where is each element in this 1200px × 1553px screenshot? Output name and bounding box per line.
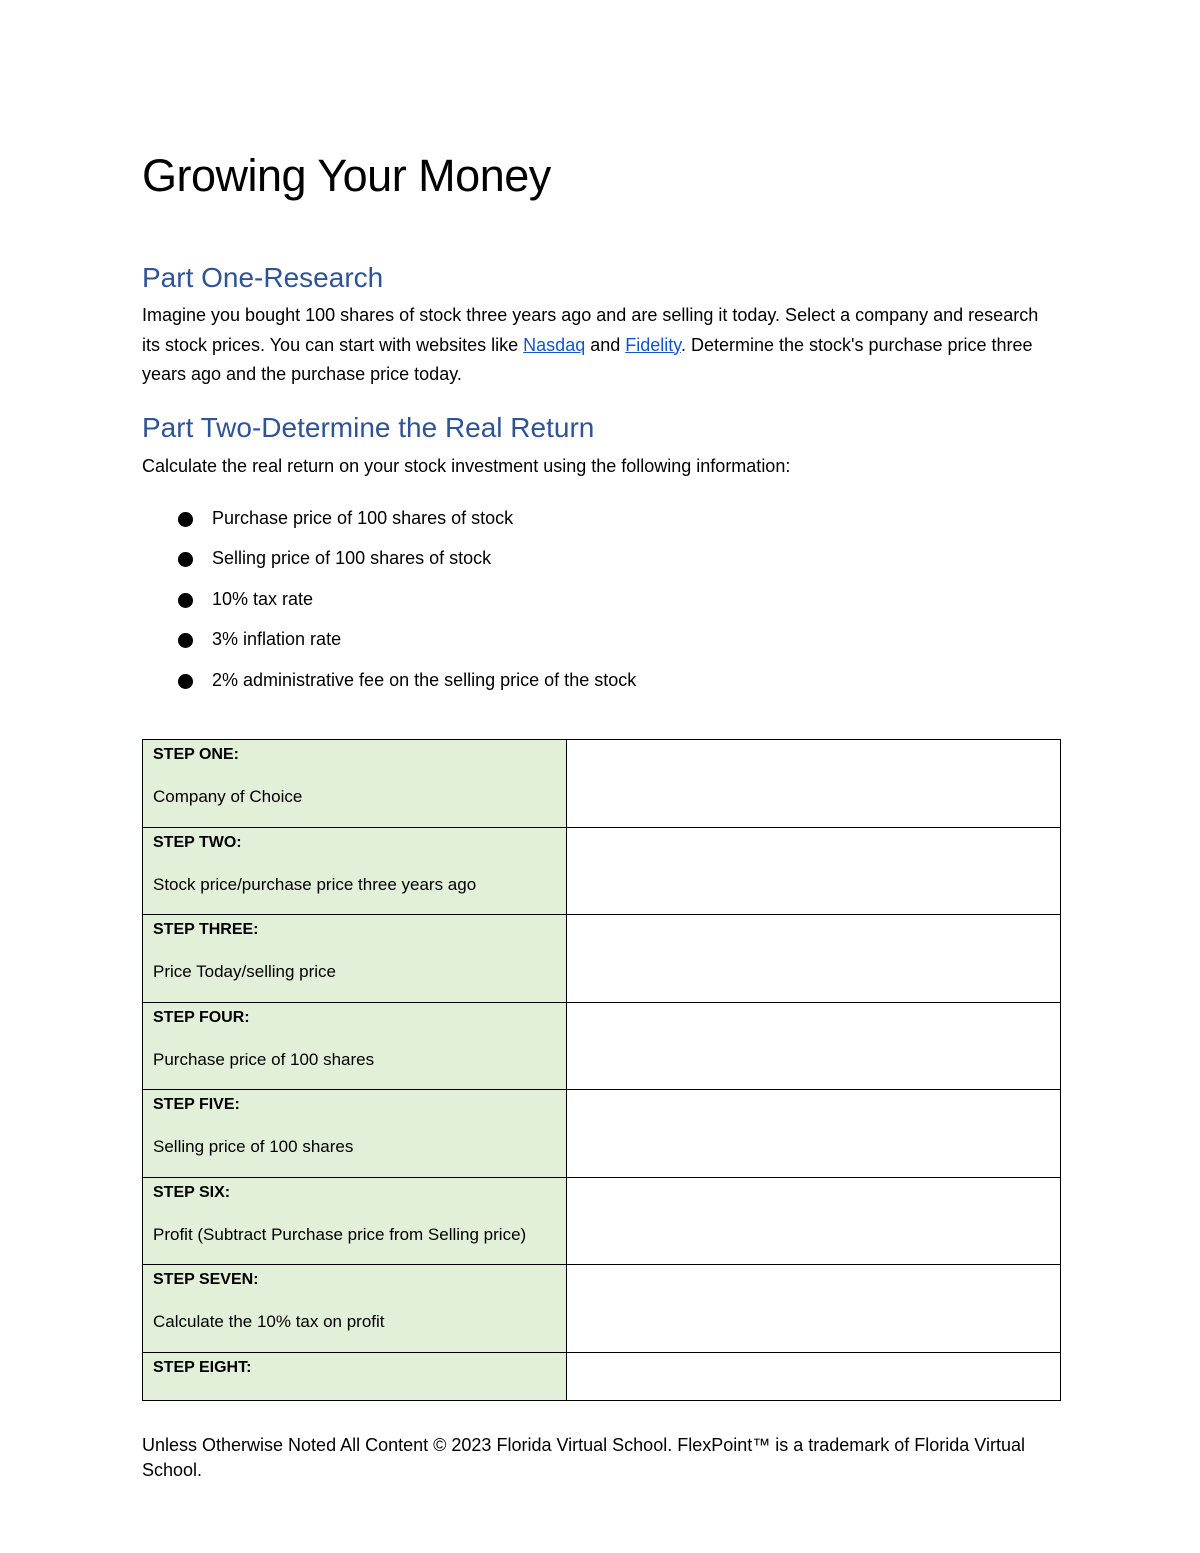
table-row [143, 740, 1061, 828]
step-label-cell [143, 827, 567, 915]
step-label-cell [143, 740, 567, 828]
part-one-text-end: . Determine the stock's purchase price three years ago and the purchase price today. [142, 334, 1033, 384]
part-one-heading: Part One-Research [142, 262, 384, 293]
step-description: Calculate the 10% tax on profit [153, 1312, 385, 1331]
step-label-cell [143, 1002, 567, 1090]
step-answer-cell[interactable] [567, 1090, 1061, 1178]
step-answer-cell[interactable] [567, 1002, 1061, 1090]
bullet-icon [178, 674, 193, 689]
bullet-text: 3% inflation rate [212, 629, 342, 650]
step-description: Purchase price of 100 shares [153, 1049, 375, 1069]
step-description: Selling price of 100 shares [153, 1137, 354, 1156]
copyright-footer: Unless Otherwise Noted All Content © 2023 Florida Virtual School. FlexPoint™ is a trademark of Florida Virtual School. [142, 1435, 1026, 1480]
step-title: STEP TWO: [153, 833, 242, 851]
bullet-icon [178, 552, 193, 567]
part-two-intro: Calculate the real return on your stock investment using the following information: [142, 456, 791, 476]
step-description: Stock price/purchase price three years ago [153, 874, 477, 894]
bullet-icon [178, 512, 193, 527]
info-bullet-list [142, 505, 636, 707]
step-description: Company of Choice [153, 787, 303, 806]
table-row [143, 1177, 1061, 1265]
bullet-item [142, 626, 636, 666]
bullet-text: 10% tax rate [212, 588, 314, 609]
bullet-item [142, 586, 636, 626]
step-title: STEP FOUR: [153, 1008, 250, 1026]
step-answer-cell[interactable] [567, 1265, 1061, 1353]
step-description: Price Today/selling price [153, 962, 336, 981]
step-title: STEP SEVEN: [153, 1271, 259, 1288]
step-label-cell [143, 1177, 567, 1265]
bullet-text: 2% administrative fee on the selling price of the stock [212, 669, 637, 690]
steps-table [142, 739, 1061, 1401]
table-row [143, 1090, 1061, 1178]
step-title: STEP EIGHT: [153, 1358, 252, 1376]
bullet-item [142, 545, 636, 585]
step-answer-cell[interactable] [567, 740, 1061, 828]
bullet-text: Purchase price of 100 shares of stock [212, 508, 514, 528]
step-label-cell [143, 915, 567, 1003]
step-label-cell [143, 1352, 567, 1400]
step-answer-cell[interactable] [567, 827, 1061, 915]
fidelity-link[interactable]: Fidelity [625, 334, 681, 355]
bullet-icon [178, 593, 193, 608]
table-row [143, 1352, 1061, 1400]
bullet-item [142, 505, 636, 545]
page-title: Growing Your Money [142, 150, 551, 201]
step-title: STEP THREE: [153, 921, 259, 938]
part-one-text-start: Imagine you bought 100 shares of stock three years ago and are selling it today. Select a company and research its stock prices. You can start with websites like [142, 305, 1039, 355]
step-title: STEP FIVE: [153, 1096, 240, 1113]
table-row [143, 915, 1061, 1003]
step-description: Profit (Subtract Purchase price from Selling price) [153, 1224, 527, 1244]
step-answer-cell[interactable] [567, 1177, 1061, 1265]
step-title: STEP ONE: [153, 746, 239, 763]
step-answer-cell[interactable] [567, 1352, 1061, 1400]
nasdaq-link[interactable]: Nasdaq [523, 334, 586, 355]
bullet-text: Selling price of 100 shares of stock [212, 548, 492, 569]
table-row [143, 1002, 1061, 1090]
bullet-item [142, 667, 636, 707]
step-label-cell [143, 1265, 567, 1353]
table-row [143, 1265, 1061, 1353]
step-label-cell [143, 1090, 567, 1178]
part-one-paragraph [142, 301, 1060, 390]
table-row [143, 827, 1061, 915]
step-answer-cell[interactable] [567, 915, 1061, 1003]
bullet-icon [178, 633, 193, 648]
part-two-heading: Part Two-Determine the Real Return [142, 412, 595, 443]
part-one-text-and: and [585, 334, 626, 355]
step-title: STEP SIX: [153, 1183, 231, 1201]
